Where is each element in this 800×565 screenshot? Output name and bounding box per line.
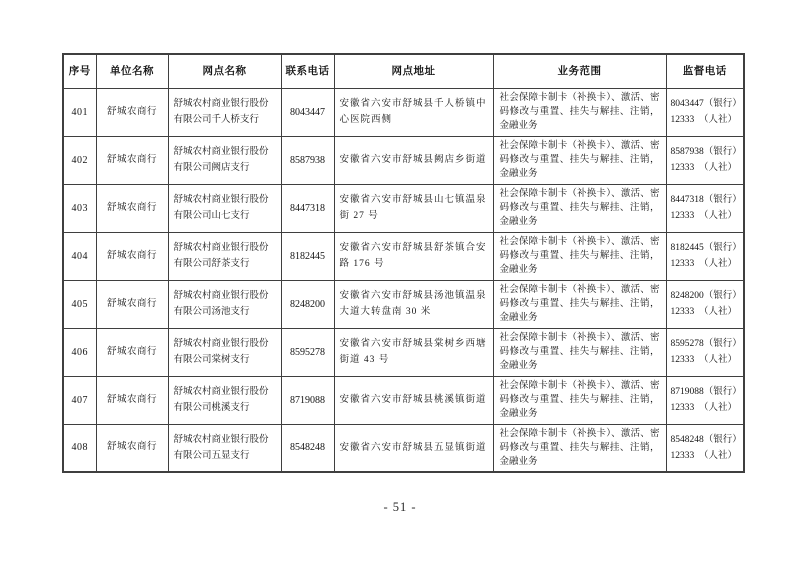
table-header-row bbox=[63, 54, 744, 88]
cell-business-scope: 社会保障卡制卡（补换卡）、激活、密码修改与重置、挂失与解挂、注销，金融业务 bbox=[493, 88, 666, 136]
cell-unit-name: 舒城农商行 bbox=[96, 232, 168, 280]
cell-supervision-phone bbox=[666, 184, 744, 232]
cell-branch-address: 安徽省六安市舒城县山七镇温泉街 27 号 bbox=[334, 184, 493, 232]
header-branch-address: 网点地址 bbox=[334, 54, 493, 88]
supervision-bank-line: 8248200（银行） bbox=[670, 291, 742, 301]
supervision-social-line: 12333 （人社） bbox=[670, 211, 738, 221]
cell-branch-name: 舒城农村商业银行股份有限公司山七支行 bbox=[168, 184, 281, 232]
cell-business-scope: 社会保障卡制卡（补换卡）、激活、密码修改与重置、挂失与解挂、注销，金融业务 bbox=[493, 136, 666, 184]
cell-seq: 408 bbox=[63, 424, 96, 472]
cell-business-scope: 社会保障卡制卡（补换卡）、激活、密码修改与重置、挂失与解挂、注销，金融业务 bbox=[493, 280, 666, 328]
cell-unit-name: 舒城农商行 bbox=[96, 184, 168, 232]
supervision-bank-line: 8587938（银行） bbox=[670, 147, 742, 157]
header-unit-name: 单位名称 bbox=[96, 54, 168, 88]
cell-unit-name: 舒城农商行 bbox=[96, 88, 168, 136]
cell-branch-name: 舒城农村商业银行股份有限公司舒茶支行 bbox=[168, 232, 281, 280]
cell-branch-name: 舒城农村商业银行股份有限公司千人桥支行 bbox=[168, 88, 281, 136]
cell-branch-name: 舒城农村商业银行股份有限公司棠树支行 bbox=[168, 328, 281, 376]
cell-unit-name: 舒城农商行 bbox=[96, 280, 168, 328]
cell-branch-address: 安徽省六安市舒城县千人桥镇中心医院西侧 bbox=[334, 88, 493, 136]
cell-unit-name: 舒城农商行 bbox=[96, 424, 168, 472]
table-row bbox=[63, 328, 744, 376]
cell-branch-address: 安徽省六安市舒城县舒茶镇合安路 176 号 bbox=[334, 232, 493, 280]
cell-supervision-phone bbox=[666, 232, 744, 280]
table-row bbox=[63, 376, 744, 424]
supervision-social-line: 12333 （人社） bbox=[670, 307, 738, 317]
cell-business-scope: 社会保障卡制卡（补换卡）、激活、密码修改与重置、挂失与解挂、注销，金融业务 bbox=[493, 184, 666, 232]
supervision-social-line: 12333 （人社） bbox=[670, 163, 738, 173]
supervision-bank-line: 8719088（银行） bbox=[670, 387, 742, 397]
supervision-social-line: 12333 （人社） bbox=[670, 450, 738, 461]
cell-branch-address: 安徽省六安市舒城县五显镇街道 bbox=[334, 424, 493, 472]
table-row bbox=[63, 280, 744, 328]
cell-contact-phone: 8548248 bbox=[281, 424, 334, 472]
cell-unit-name: 舒城农商行 bbox=[96, 376, 168, 424]
header-business-scope: 业务范围 bbox=[493, 54, 666, 88]
header-seq: 序号 bbox=[63, 54, 96, 88]
table-row bbox=[63, 232, 744, 280]
cell-contact-phone: 8043447 bbox=[281, 88, 334, 136]
table-row bbox=[63, 184, 744, 232]
cell-unit-name: 舒城农商行 bbox=[96, 136, 168, 184]
cell-contact-phone: 8248200 bbox=[281, 280, 334, 328]
table-row bbox=[63, 424, 744, 472]
cell-supervision-phone bbox=[666, 424, 744, 472]
cell-branch-address: 安徽省六安市舒城县棠树乡西塘街道 43 号 bbox=[334, 328, 493, 376]
supervision-social-line: 12333 （人社） bbox=[670, 355, 738, 365]
page-number: - 51 - bbox=[383, 500, 417, 514]
supervision-bank-line: 8447318（银行） bbox=[670, 195, 742, 205]
cell-seq: 402 bbox=[63, 136, 96, 184]
supervision-bank-line: 8595278（银行） bbox=[670, 339, 742, 349]
supervision-social-line: 12333 （人社） bbox=[670, 259, 738, 269]
cell-seq: 406 bbox=[63, 328, 96, 376]
supervision-bank-line: 8182445（银行） bbox=[670, 243, 742, 253]
cell-business-scope: 社会保障卡制卡（补换卡）、激活、密码修改与重置、挂失与解挂、注销，金融业务 bbox=[493, 424, 666, 472]
cell-seq: 405 bbox=[63, 280, 96, 328]
cell-contact-phone: 8447318 bbox=[281, 184, 334, 232]
supervision-bank-line: 8043447（银行） bbox=[670, 99, 742, 109]
cell-supervision-phone bbox=[666, 88, 744, 136]
cell-branch-address: 安徽省六安市舒城县汤池镇温泉大道大转盘南 30 米 bbox=[334, 280, 493, 328]
cell-branch-name: 舒城农村商业银行股份有限公司汤池支行 bbox=[168, 280, 281, 328]
cell-contact-phone: 8595278 bbox=[281, 328, 334, 376]
cell-branch-address: 安徽省六安市舒城县阙店乡街道 bbox=[334, 136, 493, 184]
cell-supervision-phone bbox=[666, 136, 744, 184]
cell-business-scope: 社会保障卡制卡（补换卡）、激活、密码修改与重置、挂失与解挂、注销，金融业务 bbox=[493, 376, 666, 424]
supervision-bank-line: 8548248（银行） bbox=[670, 434, 742, 445]
cell-branch-name: 舒城农村商业银行股份有限公司五显支行 bbox=[168, 424, 281, 472]
table-row bbox=[63, 88, 744, 136]
cell-branch-name: 舒城农村商业银行股份有限公司阙店支行 bbox=[168, 136, 281, 184]
cell-business-scope: 社会保障卡制卡（补换卡）、激活、密码修改与重置、挂失与解挂、注销，金融业务 bbox=[493, 232, 666, 280]
header-branch-name: 网点名称 bbox=[168, 54, 281, 88]
cell-business-scope: 社会保障卡制卡（补换卡）、激活、密码修改与重置、挂失与解挂、注销，金融业务 bbox=[493, 328, 666, 376]
cell-seq: 407 bbox=[63, 376, 96, 424]
cell-unit-name: 舒城农商行 bbox=[96, 328, 168, 376]
cell-branch-name: 舒城农村商业银行股份有限公司桃溪支行 bbox=[168, 376, 281, 424]
header-supervision-phone: 监督电话 bbox=[666, 54, 744, 88]
cell-seq: 401 bbox=[63, 88, 96, 136]
table-row bbox=[63, 136, 744, 184]
cell-supervision-phone bbox=[666, 328, 744, 376]
supervision-social-line: 12333 （人社） bbox=[670, 115, 738, 125]
cell-supervision-phone bbox=[666, 376, 744, 424]
cell-contact-phone: 8587938 bbox=[281, 136, 334, 184]
bank-branches-table bbox=[62, 53, 745, 473]
header-contact-phone: 联系电话 bbox=[281, 54, 334, 88]
supervision-social-line: 12333 （人社） bbox=[670, 403, 738, 413]
cell-branch-address: 安徽省六安市舒城县桃溪镇街道 bbox=[334, 376, 493, 424]
cell-seq: 404 bbox=[63, 232, 96, 280]
cell-contact-phone: 8182445 bbox=[281, 232, 334, 280]
cell-seq: 403 bbox=[63, 184, 96, 232]
cell-supervision-phone bbox=[666, 280, 744, 328]
cell-contact-phone: 8719088 bbox=[281, 376, 334, 424]
